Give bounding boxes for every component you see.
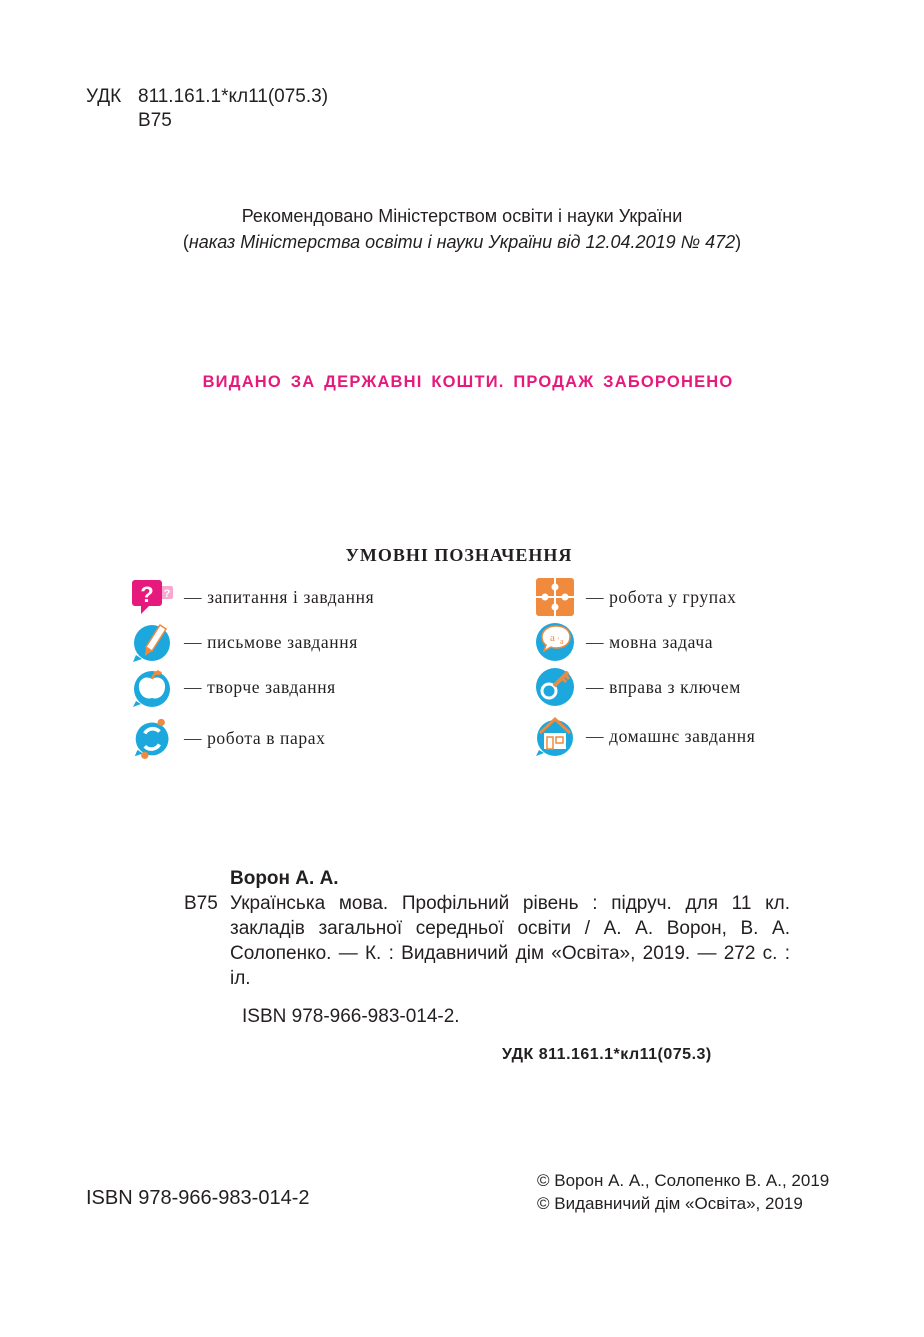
pen-nib-icon [132, 621, 174, 663]
ministry-recommendation [0, 203, 924, 255]
order-open-paren: ( [182, 232, 189, 252]
udk-footer: УДК 811.161.1*кл11(075.3) [502, 1046, 712, 1063]
key-icon [534, 666, 576, 708]
copyright-publisher: © Видавничий дім «Освіта», 2019 [537, 1194, 803, 1213]
isbn-footer: ISBN 978-966-983-014-2 [86, 1187, 310, 1209]
legend-item-pairs [132, 718, 325, 758]
svg-text:?: ? [163, 588, 171, 600]
svg-text:a: a [550, 632, 555, 644]
apple-icon [132, 666, 174, 708]
legend-label: — вправа з ключем [586, 676, 741, 697]
svg-text:a: a [560, 637, 564, 646]
legend-label: — робота у групах [586, 586, 737, 607]
copyright-block [537, 1169, 829, 1215]
book-entry [184, 891, 790, 991]
svg-text:?: ? [140, 582, 154, 607]
legend-label: — домашнє завдання [586, 725, 756, 746]
legend-item-writing [132, 622, 358, 662]
legend-item-key-exercise [534, 667, 741, 707]
copyright-authors: © Ворон А. А., Солопенко В. А., 2019 [537, 1171, 830, 1190]
legend-label: — письмове завдання [184, 631, 358, 652]
legend-item-questions [132, 577, 374, 617]
legend-label: — творче завдання [184, 676, 336, 697]
book-code: В75 [184, 893, 218, 914]
udk-header [86, 85, 328, 133]
recommendation-line: Рекомендовано Міністерством освіти і науки України [241, 206, 683, 226]
ministry-order-line [0, 229, 924, 255]
pair-work-icon [132, 717, 174, 759]
ministry-order: наказ Міністерства освіти і науки України від 12.04.2019 № 472 [188, 232, 736, 252]
udk-code: 811.161.1*кл11(075.3) [138, 86, 329, 107]
svg-text:': ' [558, 636, 560, 645]
bibliographic-record [184, 866, 790, 1029]
legend-label: — мовна задача [586, 631, 714, 652]
question-icon [132, 576, 174, 618]
legend-item-language-task [534, 622, 713, 662]
house-icon [534, 715, 576, 757]
legend-item-homework [534, 716, 755, 756]
book-isbn: ISBN 978-966-983-014-2. [242, 1006, 460, 1027]
legend-label: — запитання і завдання [184, 586, 375, 607]
speech-bubble-icon [534, 621, 576, 663]
legend-item-creative [132, 667, 336, 707]
book-author: Ворон А. А. [230, 868, 339, 889]
puzzle-icon [534, 576, 576, 618]
order-close-paren: ) [735, 232, 742, 252]
legend-title: УМОВНІ ПОЗНАЧЕННЯ [345, 545, 573, 565]
book-description: Українська мова. Профільний рівень : підруч. для 11 кл. закладів загальної середньої освіти / А. А. Ворон, В. А. Солопенко. — К. : Видавничий дім «Освіта», 2019. — 272 с. : іл. [230, 893, 790, 989]
legend-label: — робота в парах [184, 727, 326, 748]
udk-label: УДК [86, 86, 122, 107]
author-mark: В75 [138, 110, 172, 131]
legend-item-groups [534, 577, 736, 617]
state-funded-notice: ВИДАНО ЗА ДЕРЖАВНІ КОШТИ. ПРОДАЖ ЗАБОРОНЕНО [202, 373, 734, 391]
